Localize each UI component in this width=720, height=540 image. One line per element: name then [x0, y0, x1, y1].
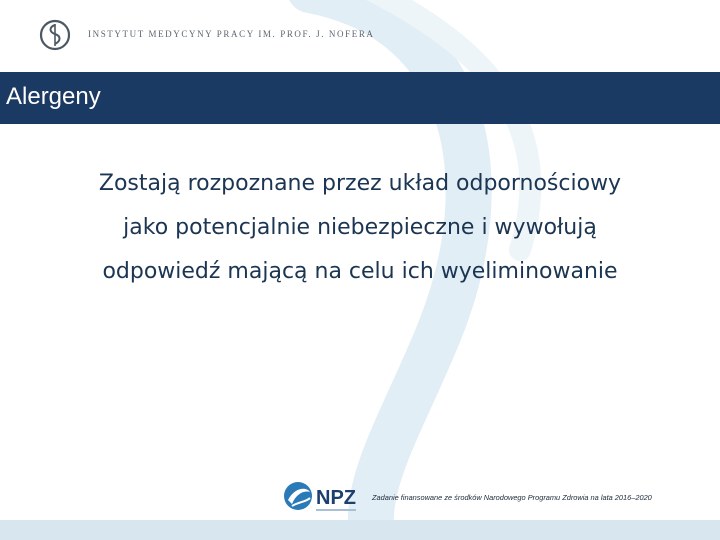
funding-note: Zadanie finansowane ze środków Narodowego Programu Zdrowia na lata 2016–2020 — [372, 493, 652, 502]
body-line: odpowiedź mającą na celu ich wyeliminowanie — [102, 259, 618, 284]
npz-logo-icon — [280, 478, 376, 518]
title-bar — [0, 72, 720, 124]
body-line: Zostają rozpoznane przez układ odpornościowy — [98, 171, 622, 196]
institute-name: INSTYTUT MEDYCYNY PRACY IM. PROF. J. NOFERA — [88, 29, 375, 39]
bottom-strip — [0, 520, 720, 540]
body-text — [20, 162, 700, 294]
body-line: jako potencjalnie niebezpieczne i wywołują — [123, 215, 597, 240]
institute-logo-icon — [38, 18, 72, 52]
slide-title: Alergeny — [6, 83, 101, 110]
npz-logo-text: NPZ — [316, 487, 356, 509]
